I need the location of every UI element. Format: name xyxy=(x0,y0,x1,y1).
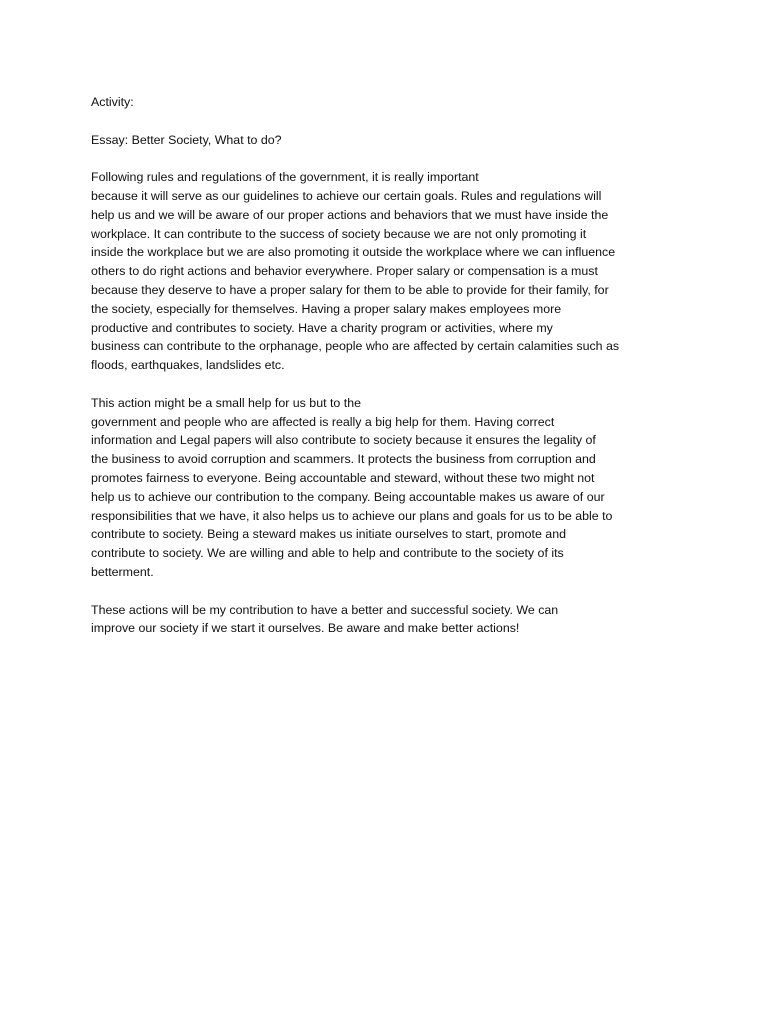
spacer xyxy=(91,149,651,168)
text-line: the society, especially for themselves. Having a proper salary makes employees more xyxy=(91,301,562,316)
text-line: Following rules and regulations of the government, it is really important xyxy=(91,170,479,185)
text-line: workplace. It can contribute to the success of society because we are not only promoting it xyxy=(91,226,587,241)
text-line: inside the workplace but we are also promoting it outside the workplace where we can influence xyxy=(91,245,616,260)
text-line: contribute to society. We are willing and able to help and contribute to the society of its xyxy=(91,546,564,561)
activity-heading: Activity: xyxy=(91,95,134,109)
text-line: business can contribute to the orphanage, people who are affected by certain calamities such as xyxy=(91,339,620,354)
spacer xyxy=(91,112,651,131)
paragraph-2 xyxy=(91,394,651,582)
document-body xyxy=(91,93,651,638)
text-line: responsibilities that we have, it also helps us to achieve our plans and goals for us to be able to xyxy=(91,508,613,523)
text-line: betterment. xyxy=(91,564,154,579)
text-line: help us and we will be aware of our proper actions and behaviors that we must have inside the xyxy=(91,207,609,222)
text-line: productive and contributes to society. Have a charity program or activities, where my xyxy=(91,320,553,335)
paragraph-1 xyxy=(91,168,651,375)
spacer xyxy=(91,375,651,394)
text-line: information and Legal papers will also contribute to society because it ensures the legality of xyxy=(91,433,596,448)
text-line: promotes fairness to everyone. Being accountable and steward, without these two might not xyxy=(91,470,595,485)
text-line: the business to avoid corruption and scammers. It protects the business from corruption and xyxy=(91,452,596,467)
text-line: This action might be a small help for us but to the xyxy=(91,395,361,410)
paragraph-3 xyxy=(91,601,651,639)
text-line: government and people who are affected is really a big help for them. Having correct xyxy=(91,414,555,429)
text-line: These actions will be my contribution to have a better and successful society. We can xyxy=(91,602,559,617)
text-line: because it will serve as our guidelines to achieve our certain goals. Rules and regulations will xyxy=(91,188,602,203)
text-line: because they deserve to have a proper salary for them to be able to provide for their family, for xyxy=(91,282,609,297)
text-line: improve our society if we start it ourselves. Be aware and make better actions! xyxy=(91,621,520,636)
text-line: others to do right actions and behavior everywhere. Proper salary or compensation is a must xyxy=(91,264,598,279)
text-line: contribute to society. Being a steward makes us initiate ourselves to start, promote and xyxy=(91,527,566,542)
text-line: help us to achieve our contribution to the company. Being accountable makes us aware of our xyxy=(91,489,605,504)
text-line: floods, earthquakes, landslides etc. xyxy=(91,358,285,373)
spacer xyxy=(91,582,651,601)
essay-title: Essay: Better Society, What to do? xyxy=(91,132,282,147)
